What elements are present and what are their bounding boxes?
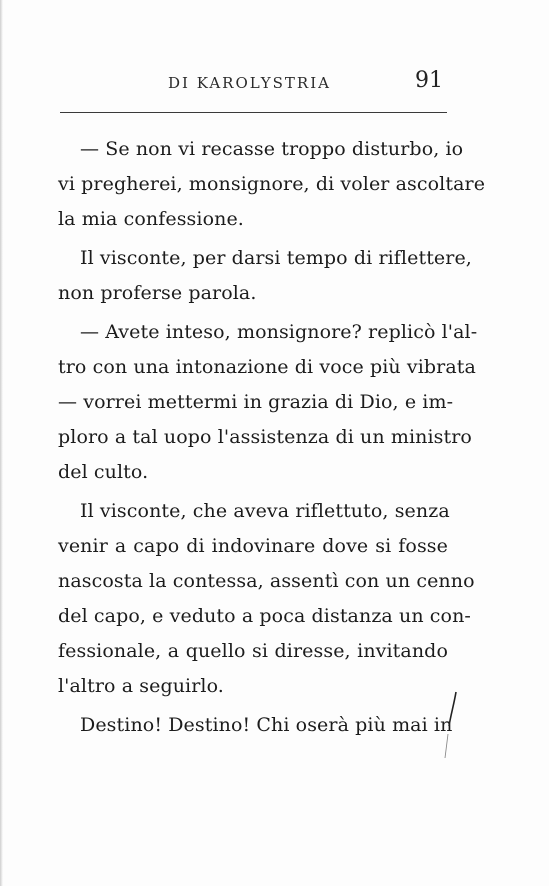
running-title: DI KAROLYSTRIA [168, 74, 331, 92]
text-line: — Se non vi recasse troppo disturbo, io [80, 138, 464, 160]
text-line: nascosta la contessa, assentì con un cenno [58, 570, 475, 592]
page-number: 91 [415, 68, 443, 93]
text-line: vi pregherei, monsignore, di voler ascoltare [58, 173, 486, 195]
text-line: ploro a tal uopo l'assistenza di un ministro [58, 426, 472, 448]
text-line: Destino! Destino! Chi oserà più mai in [80, 714, 453, 736]
text-line: — Avete inteso, monsignore? replicò l'al- [80, 321, 478, 343]
text-line: fessionale, a quello si diresse, invitando [58, 640, 448, 662]
text-line: venir a capo di indovinare dove si fosse [58, 535, 448, 557]
text-line: l'altro a seguirlo. [58, 675, 224, 697]
text-line: non proferse parola. [58, 282, 257, 304]
body-text [58, 132, 486, 743]
text-line: del culto. [58, 461, 149, 483]
margin-pencil-mark [442, 690, 462, 760]
page-edge-shadow [0, 0, 3, 886]
text-line: del capo, e veduto a poca distanza un con- [58, 605, 471, 627]
running-head [60, 68, 447, 100]
text-line: — vorrei mettermi in grazia di Dio, e im- [58, 391, 454, 413]
text-line: la mia confessione. [58, 208, 244, 230]
header-rule [60, 112, 447, 113]
text-line: tro con una intonazione di voce più vibrata [58, 356, 476, 378]
text-line: Il visconte, per darsi tempo di riflettere, [80, 247, 472, 269]
text-line: Il visconte, che aveva riflettuto, senza [80, 500, 450, 522]
